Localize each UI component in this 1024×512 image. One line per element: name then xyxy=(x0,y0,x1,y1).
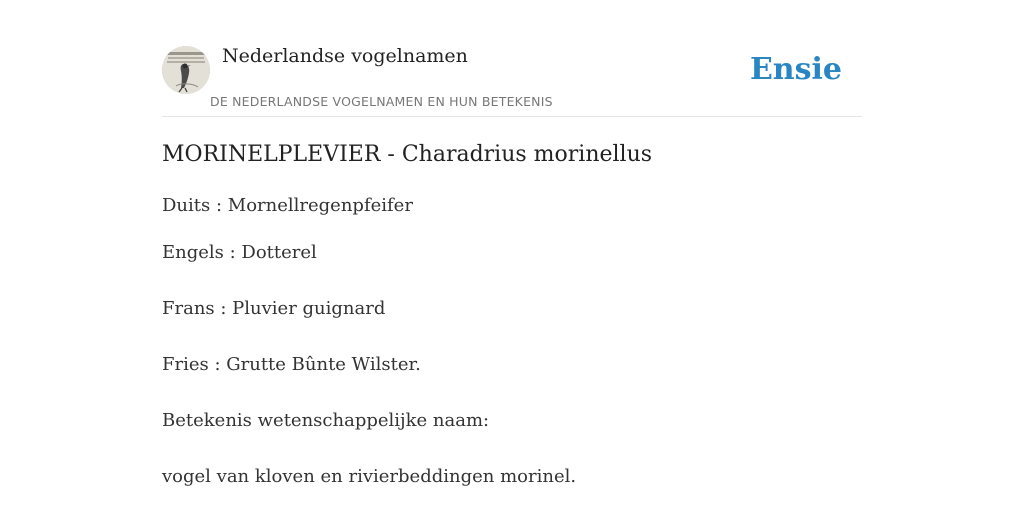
site-title[interactable]: Nederlandse vogelnamen xyxy=(222,45,468,67)
site-subtitle: DE NEDERLANDSE VOGELNAMEN EN HUN BETEKENIS xyxy=(210,94,553,109)
scientific-name-heading: Betekenis wetenschappelijke naam: xyxy=(162,410,490,431)
site-header xyxy=(162,44,862,117)
ensie-logo-link[interactable]: Ensie xyxy=(749,52,842,87)
translation-frisian: Fries : Grutte Bûnte Wilster. xyxy=(162,354,421,375)
translation-french: Frans : Pluvier guignard xyxy=(162,298,386,319)
translation-german: Duits : Mornellregenpfeifer xyxy=(162,195,413,216)
translation-english: Engels : Dotterel xyxy=(162,242,317,263)
article-title: MORINELPLEVIER - Charadrius morinellus xyxy=(162,142,653,167)
avatar[interactable] xyxy=(162,46,210,94)
scientific-name-meaning: vogel van kloven en rivierbeddingen morinel. xyxy=(162,466,577,487)
bird-book-cover-image xyxy=(162,46,210,94)
